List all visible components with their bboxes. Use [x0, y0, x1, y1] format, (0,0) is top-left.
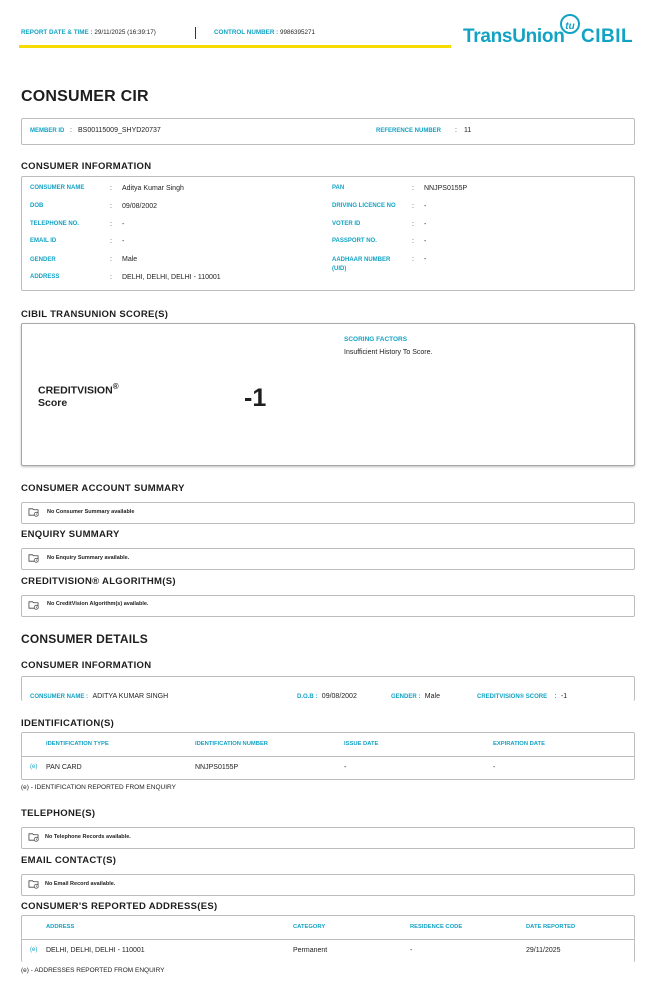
algorithms-heading: CREDITVISION® ALGORITHM(S)	[21, 576, 176, 587]
scoring-factors-text: Insufficient History To Score.	[344, 349, 433, 356]
account-summary-message: No Consumer Summary available	[47, 509, 135, 515]
cd-dob-label: D.O.B :	[297, 694, 318, 700]
identification-heading: IDENTIFICATION(S)	[21, 718, 115, 729]
email-value: -	[122, 238, 125, 245]
cd-score	[477, 685, 567, 703]
gender-label: GENDER	[30, 257, 56, 263]
identification-header-divider	[22, 756, 634, 757]
header-yellow-bar	[19, 45, 451, 48]
logo-text-cibil: CIBIL	[581, 26, 634, 47]
addr-col-residence-code: RESIDENCE CODE	[410, 924, 463, 930]
scoring-factors-label: SCORING FACTORS	[344, 336, 408, 343]
header-divider	[195, 27, 196, 39]
folder-clock-icon	[28, 879, 39, 889]
score-word: Score	[38, 396, 68, 409]
id-expiry-cell: -	[493, 764, 496, 771]
passport-colon: :	[412, 238, 414, 245]
consumer-information-heading: CONSUMER INFORMATION	[21, 161, 152, 172]
cd-score-label: CREDITVISION® SCORE	[477, 694, 548, 700]
passport-value: -	[424, 238, 427, 245]
cd-name	[30, 685, 168, 703]
enquiry-summary-message: No Enquiry Summary available.	[47, 555, 130, 561]
driving-licence-colon: :	[412, 203, 414, 210]
email-colon: :	[110, 238, 112, 245]
aadhaar-colon: :	[412, 256, 414, 263]
cd-name-label: CONSUMER NAME :	[30, 694, 88, 700]
folder-clock-icon	[28, 553, 39, 563]
id-issue-cell: -	[344, 764, 347, 771]
addresses-heading: CONSUMER'S REPORTED ADDRESS(ES)	[21, 901, 218, 912]
pan-value: NNJPS0155P	[424, 185, 468, 192]
telephones-heading: TELEPHONE(S)	[21, 808, 96, 819]
cd-name-value: ADITYA KUMAR SINGH	[92, 693, 169, 700]
id-col-type: IDENTIFICATION TYPE	[46, 741, 109, 747]
addr-address-cell: DELHI, DELHI, DELHI - 110001	[46, 947, 145, 954]
control-number	[214, 29, 315, 36]
folder-clock-icon	[28, 600, 39, 610]
address-colon: :	[110, 274, 112, 281]
telephone-value: -	[122, 221, 125, 228]
voter-id-label: VOTER ID	[332, 221, 361, 227]
cd-score-sep: :	[554, 693, 557, 700]
pan-label: PAN	[332, 185, 345, 191]
creditvision-label: CREDITVISION	[38, 384, 113, 397]
folder-clock-icon	[28, 832, 39, 842]
addr-col-address: ADDRESS	[46, 924, 75, 930]
report-date-label: REPORT DATE & TIME :	[21, 29, 93, 36]
score-value: -1	[244, 384, 267, 412]
report-date-value: 29/11/2025 (16:39:17)	[94, 29, 156, 36]
enquiry-summary-heading: ENQUIRY SUMMARY	[21, 529, 120, 540]
page-title: CONSUMER CIR	[21, 88, 149, 105]
id-col-expiration-date: EXPIRATION DATE	[493, 741, 545, 747]
gender-value: Male	[122, 256, 138, 263]
pan-colon: :	[412, 185, 414, 192]
enquiry-marker: (e)	[30, 764, 38, 770]
member-id-colon: :	[70, 127, 72, 134]
identification-note: (e) - IDENTIFICATION REPORTED FROM ENQUIRY	[21, 784, 176, 791]
cd-score-value: -1	[560, 693, 568, 700]
consumer-details-heading: CONSUMER DETAILS	[21, 632, 148, 646]
telephone-label: TELEPHONE NO.	[30, 221, 80, 227]
algorithms-message: No CreditVision Algorithm(s) available.	[47, 601, 149, 607]
emails-heading: EMAIL CONTACT(S)	[21, 855, 117, 866]
addr-col-category: CATEGORY	[293, 924, 326, 930]
cd-dob	[297, 685, 357, 703]
addr-category-cell: Permanent	[293, 947, 328, 954]
id-type-cell: PAN CARD	[46, 764, 82, 771]
member-id-value: BS00115009_SHYD20737	[78, 127, 161, 134]
control-number-value: 9986395271	[280, 29, 316, 36]
consumer-name-label: CONSUMER NAME	[30, 185, 85, 191]
aadhaar-label-uid: (UID)	[332, 266, 347, 272]
email-label: EMAIL ID	[30, 238, 57, 244]
address-value: DELHI, DELHI, DELHI - 110001	[122, 274, 221, 281]
id-number-cell: NNJPS0155P	[195, 764, 239, 771]
aadhaar-value: -	[424, 256, 427, 263]
addr-date-cell: 29/11/2025	[526, 947, 561, 954]
score-heading: CIBIL TRANSUNION SCORE(S)	[21, 309, 169, 320]
dob-value: 09/08/2002	[122, 203, 158, 210]
addresses-note: (e) - ADDRESSES REPORTED FROM ENQUIRY	[21, 967, 165, 974]
cd-gender-value: Male	[424, 693, 440, 700]
addr-col-date-reported: DATE REPORTED	[526, 924, 576, 930]
telephones-message: No Telephone Records available.	[45, 834, 131, 840]
cd-dob-value: 09/08/2002	[321, 693, 357, 700]
telephone-colon: :	[110, 221, 112, 228]
driving-licence-value: -	[424, 203, 427, 210]
logo-text-transunion: TransUnion	[463, 26, 565, 47]
report-date	[21, 29, 156, 36]
cd-gender	[391, 685, 440, 703]
reference-number-colon: :	[455, 127, 457, 134]
consumer-details-subheading: CONSUMER INFORMATION	[21, 660, 152, 671]
reference-number-value: 11	[464, 127, 472, 134]
enquiry-marker: (e)	[30, 947, 38, 953]
member-id-label: MEMBER ID	[30, 128, 65, 134]
logo-badge-text: tu	[565, 21, 575, 32]
emails-message: No Email Record available.	[45, 881, 116, 887]
cd-gender-label: GENDER :	[391, 694, 421, 700]
passport-label: PASSPORT NO.	[332, 238, 377, 244]
consumer-name-value: Aditya Kumar Singh	[122, 185, 184, 192]
control-number-label: CONTROL NUMBER :	[214, 29, 279, 36]
logo-badge	[560, 14, 580, 34]
addr-residence-cell: -	[410, 947, 413, 954]
dob-colon: :	[110, 203, 112, 210]
registered-mark: ®	[112, 382, 119, 391]
aadhaar-label: AADHAAR NUMBER	[332, 257, 391, 263]
voter-id-colon: :	[412, 221, 414, 228]
id-col-number: IDENTIFICATION NUMBER	[195, 741, 268, 747]
gender-colon: :	[110, 256, 112, 263]
folder-clock-icon	[28, 507, 39, 517]
consumer-name-colon: :	[110, 185, 112, 192]
driving-licence-label: DRIVING LICENCE NO	[332, 203, 396, 209]
consumer-information-box	[21, 176, 635, 291]
reference-number-label: REFERENCE NUMBER	[376, 128, 442, 134]
addresses-header-divider	[22, 939, 634, 940]
id-col-issue-date: ISSUE DATE	[344, 741, 379, 747]
voter-id-value: -	[424, 221, 427, 228]
address-label: ADDRESS	[30, 274, 60, 280]
account-summary-heading: CONSUMER ACCOUNT SUMMARY	[21, 483, 185, 494]
transunion-cibil-logo	[462, 12, 640, 52]
creditvision-score-name	[38, 381, 119, 409]
dob-label: DOB	[30, 203, 44, 209]
